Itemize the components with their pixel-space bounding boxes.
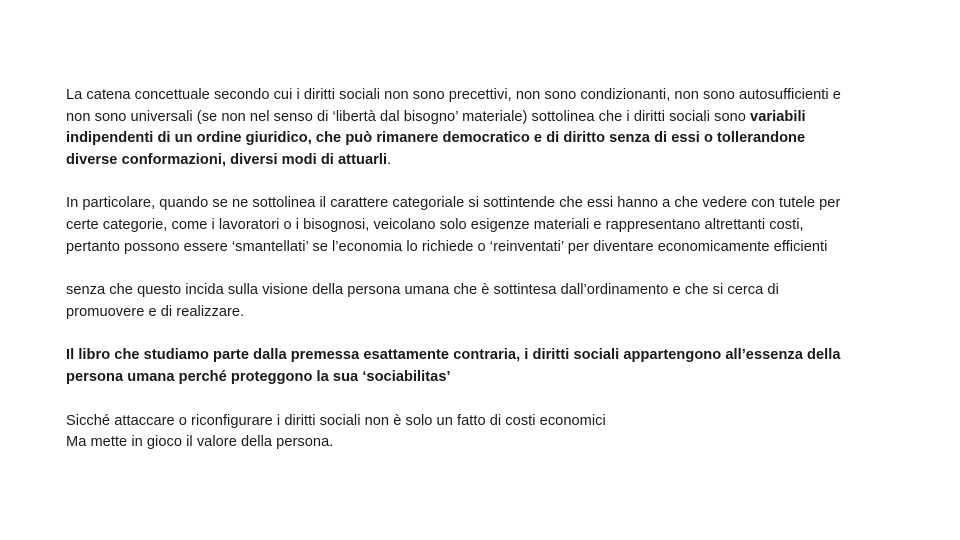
paragraph-1-text: La catena concettuale secondo cui i diritti sociali non sono precettivi, non sono condizionanti, non sono autosufficienti e non sono universali (se non nel senso di ‘libertà dal bisogno’ materiale) sottolinea che i diritti sociali sono xyxy=(66,87,841,125)
paragraph-4: Il libro che studiamo parte dalla premessa esattamente contraria, i diritti sociali appartengono all’essenza della persona umana perché proteggono la sua ‘sociabilitas’ xyxy=(66,347,841,385)
slide-body xyxy=(66,85,856,454)
paragraph-5-line-1: Sicché attaccare o riconfigurare i diritti sociali non è solo un fatto di costi economici xyxy=(66,412,606,429)
paragraph-1 xyxy=(66,85,856,171)
paragraph-5 xyxy=(66,411,856,454)
paragraph-3: senza che questo incida sulla visione della persona umana che è sottintesa dall’ordinamento e che si cerca di promuovere e di realizzare. xyxy=(66,282,779,320)
paragraph-1-tail: . xyxy=(387,151,392,168)
paragraph-1-bold-text: variabili indipendenti di un ordine giuridico, che può rimanere democratico e di diritto senza di essi o tollerandone diverse conformazioni, diversi modi di attuarli xyxy=(66,108,806,168)
paragraph-5-line-2: Ma mette in gioco il valore della persona. xyxy=(66,434,334,451)
paragraph-2: In particolare, quando se ne sottolinea il carattere categoriale si sottintende che essi hanno a che vedere con tutele per certe categorie, come i lavoratori o i bisognosi, veicolano solo esigenze materiali e rappresentano altrettanti costi, pertanto possono essere ‘smantellati’ se l’economia lo richiede o ‘reinventati’ per diventare economicamente efficienti xyxy=(66,195,841,255)
